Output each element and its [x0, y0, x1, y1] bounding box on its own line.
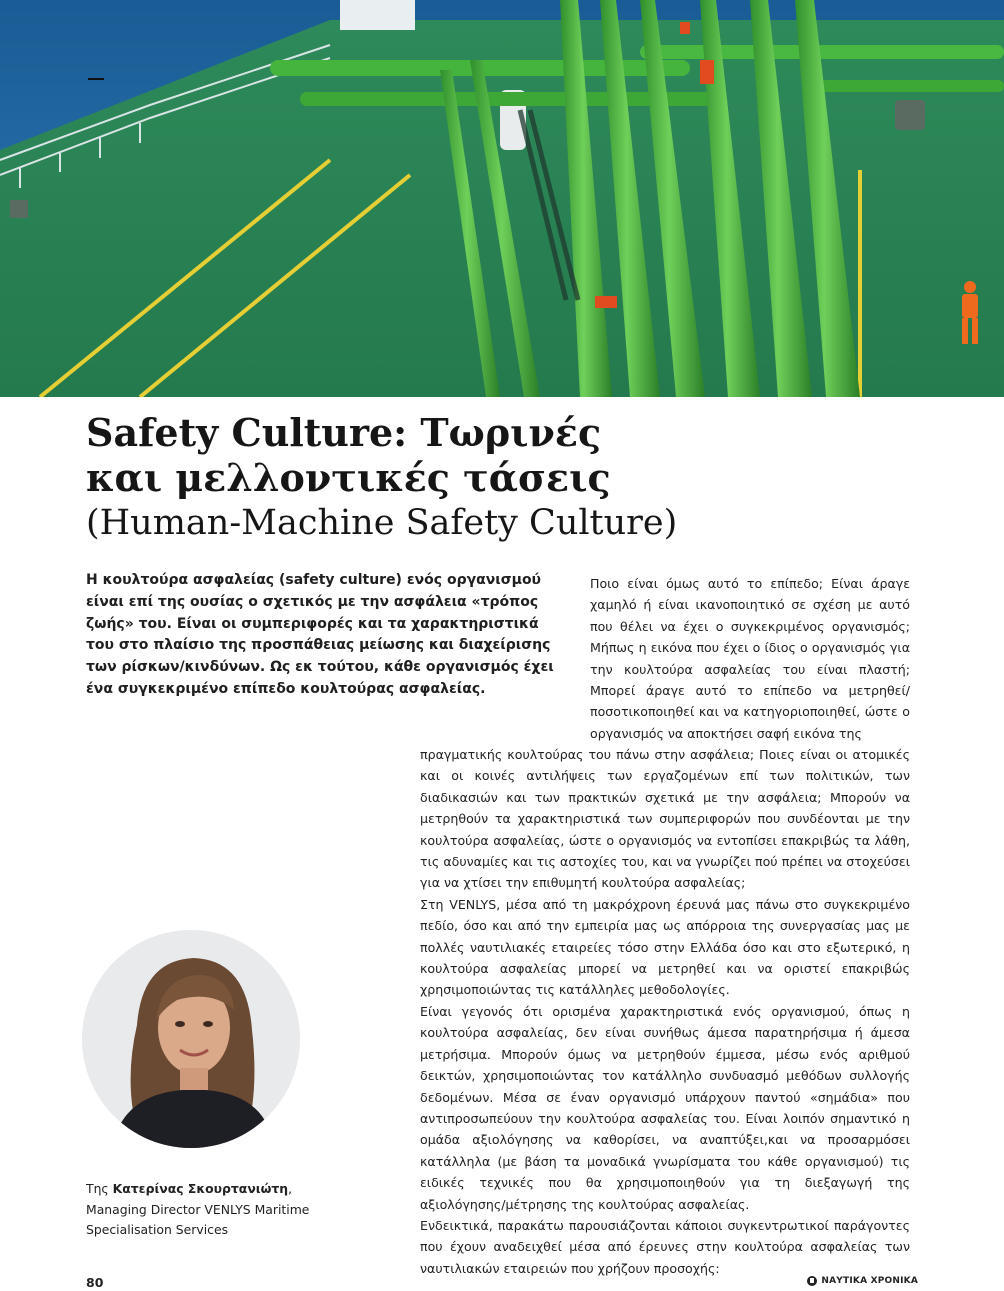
hero-photo [0, 0, 1004, 397]
author-name: Κατερίνας Σκουρτανιώτη [112, 1181, 289, 1196]
title-line-1: Safety Culture: Τωρινές [86, 410, 602, 455]
body-paragraph-intro: Ποιο είναι όμως αυτό το επίπεδο; Είναι άραγε χαμηλό ή είναι ικανοποιητικό σε σχέση με αυτό που θέλει να έχει ο συγκεκριμένος οργανισμός; Μήπως η εικόνα που έχει ο ίδιος ο οργανισμός για την κουλτούρα ασφαλείας του είναι πλαστή; Μπορεί άραγε αυτό το επίπεδο να μετρηθεί/ ποσοτικοποιηθεί και να κατηγοριοποιηθεί, ώστε ο οργανισμός να αποκτήσει σαφή εικόνα της [590, 576, 910, 741]
body-paragraph: πραγματικής κουλτούρας του πάνω στην ασφάλεια; Ποιες είναι οι ατομικές και οι κοινές αντιλήψεις των εργαζομένων επί των πολιτικών, των διαδικασιών και των πρακτικών σχετικά με την ασφάλεια; Μπορούν να μετρηθούν τα χαρακτηριστικά των συμπεριφορών που συνδέονται με την κουλτούρα ασφαλείας, ώστε ο οργανισμός να εντοπίσει επακριβώς τα λάθη, τις αδυναμίες και τις αστοχίες του, και να γνωρίζει πού πρέπει να στοχεύσει για να χτίσει την επιθυμητή κουλτούρα ασφαλείας; [420, 747, 910, 891]
title-line-2: και μελλοντικές τάσεις [86, 455, 611, 500]
article-title [86, 410, 946, 546]
page-number: 80 [86, 1275, 104, 1290]
byline-comma: , [288, 1181, 293, 1196]
body-column [420, 744, 910, 1279]
magazine-name: ΝΑΥΤΙΚΑ ΧΡΟΝΙΚΑ [821, 1276, 918, 1286]
byline-name-line [86, 1179, 386, 1200]
title-subtitle: (Human-Machine Safety Culture) [86, 503, 678, 543]
hero-dash-mark [88, 78, 104, 80]
magazine-footer [807, 1276, 918, 1286]
lead-paragraph: Η κουλτούρα ασφαλείας (safety culture) ενός οργανισμού είναι επί της ουσίας ο σχετικός με την ασφάλεια «τρόπος ζωής» του. Είναι οι συμπεριφορές και τα χαρακτηριστικά του στο πλαίσιο της προσπάθειας μείωσης και διαχείρισης των ρίσκων/κινδύνων. Ως εκ τούτου, κάθε οργανισμός έχει ένα συγκεκριμένο επίπεδο κουλτούρας ασφαλείας. [86, 572, 554, 697]
byline-prefix: Της [86, 1181, 109, 1196]
author-portrait [82, 930, 300, 1148]
body-paragraph: Στη VENLYS, μέσα από τη μακρόχρονη έρευνά μας πάνω στο συγκεκριμένο πεδίο, όσο και από την εμπειρία μας ως απόρροια της συνεργασίας μας με πολλές ναυτιλιακές εταιρείες τόσο στην Ελλάδα όσο και στο εξωτερικό, η κουλτούρα ασφαλείας μπορεί να μετρηθεί και να οριστεί επακριβώς χρησιμοποιώντας τις κατάλληλες μεθοδολογίες. [420, 896, 910, 998]
author-byline [86, 1179, 386, 1241]
portrait-illustration [82, 930, 300, 1148]
magazine-logo-icon [807, 1276, 817, 1286]
tanker-deck-illustration [0, 0, 1004, 397]
body-paragraph: Είναι γεγονός ότι ορισμένα χαρακτηριστικά ενός οργανισμού, όπως η κουλτούρα ασφαλείας, δεν είναι συνήθως άμεσα παρατηρήσιμα ή άμεσα μετρήσιμα. Μπορούν όμως να μετρηθούν έμμεσα, μέσω ενός αριθμού δεικτών, χρησιμοποιώντας τον κατάλληλο συνδυασμό μεθόδων συλλογής δεδομένων. Μέσα σε έναν οργανισμό υπάρχουν παντού «σημάδια» που αντιπροσωπεύουν την κουλτούρα ασφαλείας του. Είναι λοιπόν σημαντικό η ομάδα αξιολόγησης να καθορίσει, να αναπτύξει,και να προσαρμόσει κατάλληλα (με βάση τα μοναδικά γνωρίσματα του κάθε οργανισμού) τις ειδικές τεχνικές που θα χρησιμοποιηθούν για τη διεξαγωγή της αξιολόγησης/μέτρησης της κουλτούρας ασφαλείας. [420, 1003, 910, 1212]
author-role: Managing Director VENLYS Maritime [86, 1201, 310, 1217]
author-company: Specialisation Services [86, 1222, 229, 1237]
body-paragraph: Ενδεικτικά, παρακάτω παρουσιάζονται κάποιοι συγκεντρωτικοί παράγοντες που έχουν αναδειχθεί μέσα από έρευνες στην κουλτούρα ασφαλείας των ναυτιλιακών εταιρειών που χρήζουν προσοχής: [420, 1217, 910, 1276]
